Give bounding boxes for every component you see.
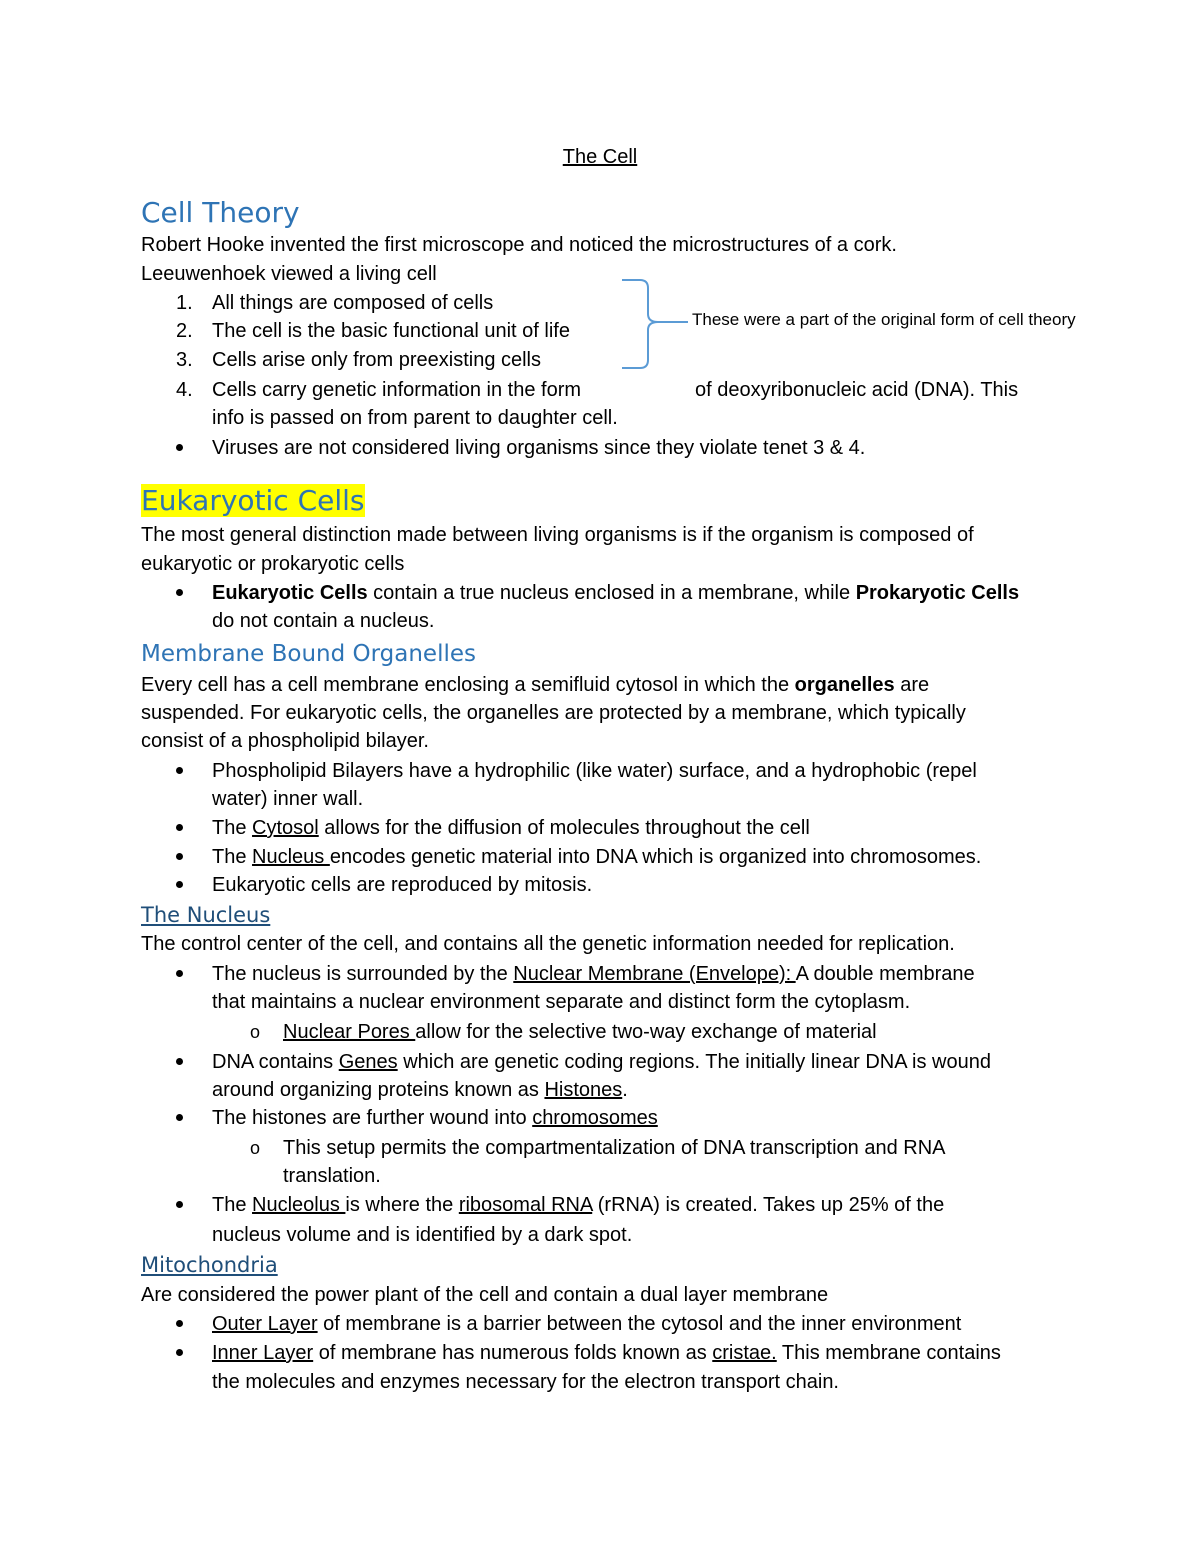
sub-bullet-icon: o bbox=[250, 1138, 261, 1158]
text-run: A double membrane bbox=[795, 963, 975, 985]
paragraph-control-center: The control center of the cell, and contains all the genetic information needed for replication. bbox=[141, 933, 955, 955]
bullet-icon bbox=[176, 1058, 183, 1065]
bullet-icon bbox=[176, 853, 183, 860]
sub-bullet-compartmentalization: This setup permits the compartmentalization of DNA transcription and RNA bbox=[283, 1137, 946, 1159]
heading-eukaryotic-cells bbox=[141, 484, 365, 518]
list-item: All things are composed of cells bbox=[212, 292, 494, 314]
heading-the-nucleus: The Nucleus bbox=[141, 903, 271, 927]
text-run: Every cell has a cell membrane enclosing a semifluid cytosol in which the bbox=[141, 674, 795, 696]
bullet-icon bbox=[176, 1201, 183, 1208]
list-item: Cells arise only from preexisting cells bbox=[212, 349, 542, 371]
sub-bullet-icon: o bbox=[250, 1022, 261, 1042]
text-run: are bbox=[894, 674, 930, 696]
paragraph-distinction-continued: eukaryotic or prokaryotic cells bbox=[141, 553, 405, 575]
paragraph-leeuwenhoek: Leeuwenhoek viewed a living cell bbox=[141, 263, 437, 285]
paragraph-distinction: The most general distinction made between living organisms is if the organism is composed of bbox=[141, 524, 974, 546]
underlined-term: Outer Layer bbox=[212, 1313, 318, 1335]
bullet-icon bbox=[176, 589, 183, 596]
list-number: 1. bbox=[176, 292, 193, 314]
bullet-icon bbox=[176, 1114, 183, 1121]
bullet-icon bbox=[176, 1349, 183, 1356]
brace-annotation: These were a part of the original form of cell theory bbox=[692, 310, 1076, 329]
text-run: encodes genetic material into DNA which is organized into chromosomes. bbox=[329, 846, 982, 868]
sub-bullet-continued: translation. bbox=[283, 1165, 381, 1187]
bullet-histones bbox=[212, 1106, 658, 1130]
paragraph-power-plant: Are considered the power plant of the cell and contain a dual layer membrane bbox=[141, 1284, 829, 1306]
text-run: of membrane is a barrier between the cytosol and the inner environment bbox=[317, 1313, 962, 1335]
underlined-term: Nuclear Membrane (Envelope): bbox=[513, 963, 796, 985]
paragraph-cell-membrane-continued: consist of a phospholipid bilayer. bbox=[141, 730, 429, 752]
bullet-icon bbox=[176, 1320, 183, 1327]
text-run: allow for the selective two-way exchange of material bbox=[415, 1021, 877, 1043]
bullet-continued: that maintains a nuclear environment separate and distinct form the cytoplasm. bbox=[212, 991, 911, 1013]
bullet-icon bbox=[176, 824, 183, 831]
bullet-phospholipid: Phospholipid Bilayers have a hydrophilic (like water) surface, and a hydrophobic (repel bbox=[212, 760, 977, 782]
heading-mitochondria: Mitochondria bbox=[141, 1253, 278, 1277]
bold-term: Eukaryotic Cells bbox=[212, 582, 368, 604]
bullet-continued: water) inner wall. bbox=[212, 788, 364, 810]
heading-membrane-bound-organelles: Membrane Bound Organelles bbox=[141, 641, 476, 667]
paragraph-cell-membrane bbox=[141, 673, 929, 697]
bullet-outer-layer bbox=[212, 1312, 961, 1336]
bullet-viruses: Viruses are not considered living organisms since they violate tenet 3 & 4. bbox=[212, 437, 866, 459]
bullet-continued bbox=[212, 1078, 628, 1102]
underlined-term: Nuclear Pores bbox=[283, 1021, 416, 1043]
underlined-term: Nucleus bbox=[252, 846, 330, 868]
text-run: This membrane contains bbox=[776, 1342, 1001, 1364]
list-item-continued: info is passed on from parent to daughter cell. bbox=[212, 407, 618, 429]
list-item-continued: of deoxyribonucleic acid (DNA). This bbox=[695, 379, 1019, 401]
text-run: The bbox=[212, 1194, 253, 1216]
text-run: is where the bbox=[345, 1194, 459, 1216]
bullet-icon bbox=[176, 767, 183, 774]
paragraph-hooke: Robert Hooke invented the first microscope and noticed the microstructures of a cork. bbox=[141, 234, 897, 256]
heading-eukaryotic-cells-text: Eukaryotic Cells bbox=[141, 484, 365, 517]
text-run: around organizing proteins known as bbox=[212, 1079, 545, 1101]
underlined-term: cristae. bbox=[712, 1342, 777, 1364]
underlined-term: Inner Layer bbox=[212, 1342, 314, 1364]
bold-term: Prokaryotic Cells bbox=[855, 582, 1020, 604]
underlined-term: Genes bbox=[338, 1051, 398, 1073]
list-item: The cell is the basic functional unit of life bbox=[212, 320, 570, 342]
text-run: of membrane has numerous folds known as bbox=[313, 1342, 713, 1364]
bullet-icon bbox=[176, 444, 183, 451]
text-run: The bbox=[212, 817, 253, 839]
text-run: allows for the diffusion of molecules throughout the cell bbox=[318, 817, 810, 839]
bullet-continued: do not contain a nucleus. bbox=[212, 610, 435, 632]
list-item: Cells carry genetic information in the form bbox=[212, 379, 582, 401]
bullet-icon bbox=[176, 881, 183, 888]
bullet-eukaryotic-prokaryotic bbox=[212, 581, 1019, 605]
text-run: . bbox=[622, 1079, 628, 1101]
bullet-nucleolus bbox=[212, 1193, 944, 1217]
bullet-mitosis: Eukaryotic cells are reproduced by mitosis. bbox=[212, 874, 593, 896]
text-run: (rRNA) is created. Takes up 25% of the bbox=[592, 1194, 945, 1216]
bullet-genes bbox=[212, 1050, 991, 1074]
bullet-cytosol bbox=[212, 816, 810, 840]
heading-cell-theory: Cell Theory bbox=[141, 196, 300, 229]
brace-bracket-icon bbox=[618, 276, 690, 372]
bullet-continued: nucleus volume and is identified by a dark spot. bbox=[212, 1224, 633, 1246]
bullet-continued: the molecules and enzymes necessary for the electron transport chain. bbox=[212, 1371, 839, 1393]
list-number: 3. bbox=[176, 349, 193, 371]
text-run: The bbox=[212, 846, 253, 868]
list-number: 4. bbox=[176, 379, 193, 401]
underlined-term: Histones bbox=[544, 1079, 623, 1101]
page-title: The Cell bbox=[562, 146, 638, 168]
bullet-nucleus bbox=[212, 845, 981, 869]
bullet-inner-layer bbox=[212, 1341, 1001, 1365]
underlined-term: Nucleolus bbox=[252, 1194, 346, 1216]
text-run: DNA contains bbox=[212, 1051, 339, 1073]
underlined-term: Cytosol bbox=[252, 817, 319, 839]
sub-bullet-nuclear-pores bbox=[283, 1020, 877, 1044]
bullet-icon bbox=[176, 970, 183, 977]
underlined-term: ribosomal RNA bbox=[458, 1194, 593, 1216]
text-run: The histones are further wound into bbox=[212, 1107, 533, 1129]
bold-term: organelles bbox=[794, 674, 895, 696]
paragraph-cell-membrane-continued: suspended. For eukaryotic cells, the organelles are protected by a membrane, which typically bbox=[141, 702, 966, 724]
list-number: 2. bbox=[176, 320, 193, 342]
text-run: The nucleus is surrounded by the bbox=[212, 963, 514, 985]
text-run: contain a true nucleus enclosed in a membrane, while bbox=[367, 582, 856, 604]
underlined-term: chromosomes bbox=[532, 1107, 658, 1129]
bullet-nuclear-membrane bbox=[212, 962, 975, 986]
text-run: which are genetic coding regions. The initially linear DNA is wound bbox=[397, 1051, 991, 1073]
